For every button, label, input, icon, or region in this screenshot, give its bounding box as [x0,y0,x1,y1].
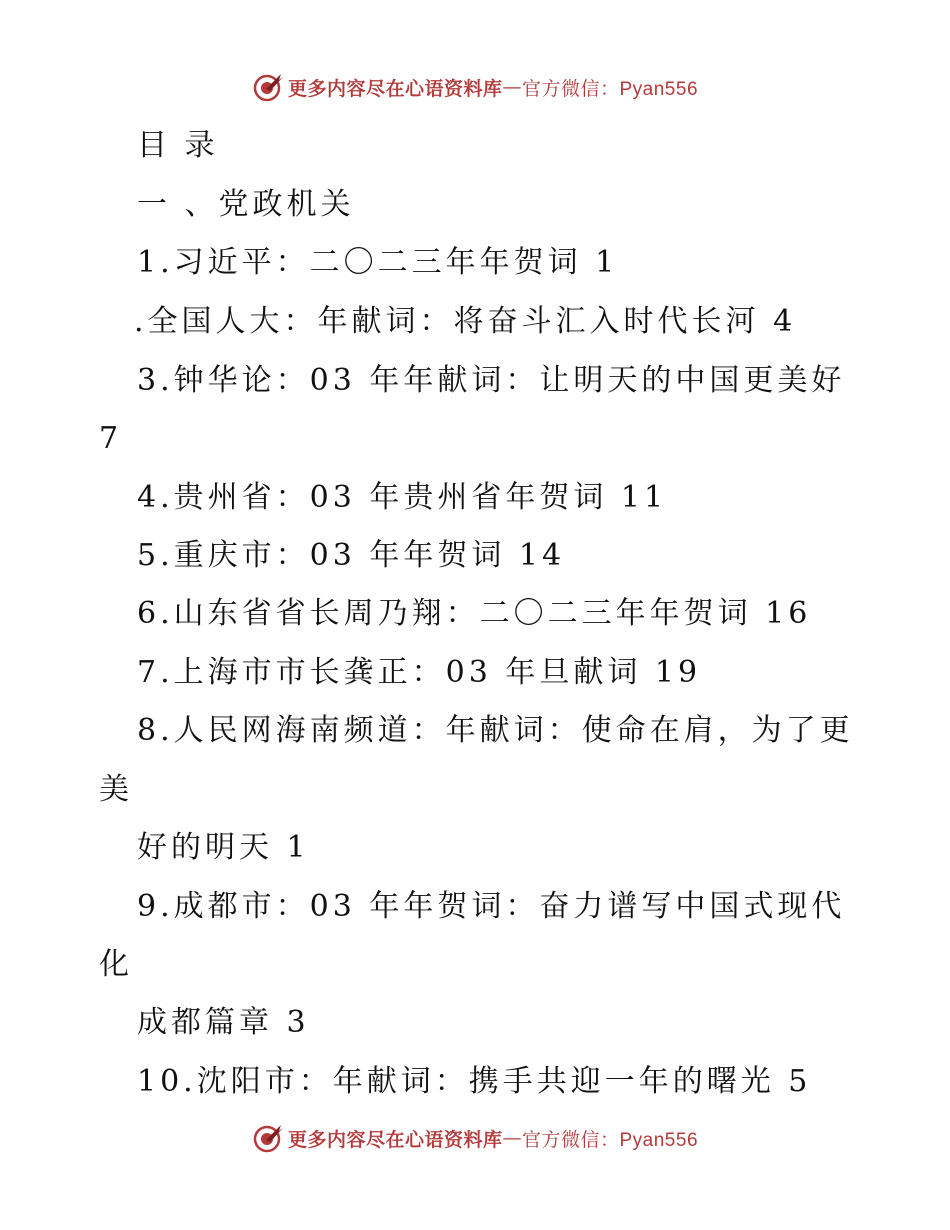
toc-entry: .全国人大：年献词：将奋斗汇入时代长河 4 [134,304,797,339]
toc-entry: 1.习近平：二〇二三年年贺词 1 [137,245,619,280]
watermark-brand: 更多内容尽在心语资料库 [287,77,503,100]
toc-entry-continuation: 成都篇章 3 [137,1005,310,1040]
toc-section-heading: 一 、党政机关 [137,187,355,222]
toc-entry: 3.钟华论：03 年年献词：让明天的中国更美好 [137,363,846,398]
watermark-wechat: 官方微信：Pyan556 [522,78,699,100]
header-watermark [0,71,950,103]
watermark-separator: — [502,1127,522,1149]
toc-entry-continuation: 好的明天 1 [137,830,310,865]
footer-watermark [0,1122,950,1154]
toc-entry: 4.贵州省：03 年贵州省年贺词 11 [137,480,668,515]
toc-entry: 8.人民网海南频道：年献词：使命在肩，为了更 [137,713,854,748]
watermark-wechat: 官方微信：Pyan556 [522,1129,699,1151]
toc-entry: 9.成都市：03 年年贺词：奋力谱写中国式现代 [137,889,846,924]
toc-entry-continuation: 美 [99,772,133,807]
quill-logo-icon [252,71,284,103]
quill-logo-icon [252,1122,284,1154]
toc-title: 目 录 [137,128,219,163]
toc-entry: 7.上海市市长龚正：03 年旦献词 19 [137,655,702,690]
toc-entry: 10.沈阳市：年献词：携手共迎一年的曙光 5 [137,1064,812,1099]
toc-entry: 6.山东省省长周乃翔：二〇二三年年贺词 16 [137,596,812,631]
toc-entry-continuation: 化 [99,947,133,982]
toc-entry: 5.重庆市：03 年年贺词 14 [137,538,566,573]
toc-entry-continuation: 7 [99,421,123,456]
watermark-separator: — [502,76,522,98]
watermark-brand: 更多内容尽在心语资料库 [287,1128,503,1151]
